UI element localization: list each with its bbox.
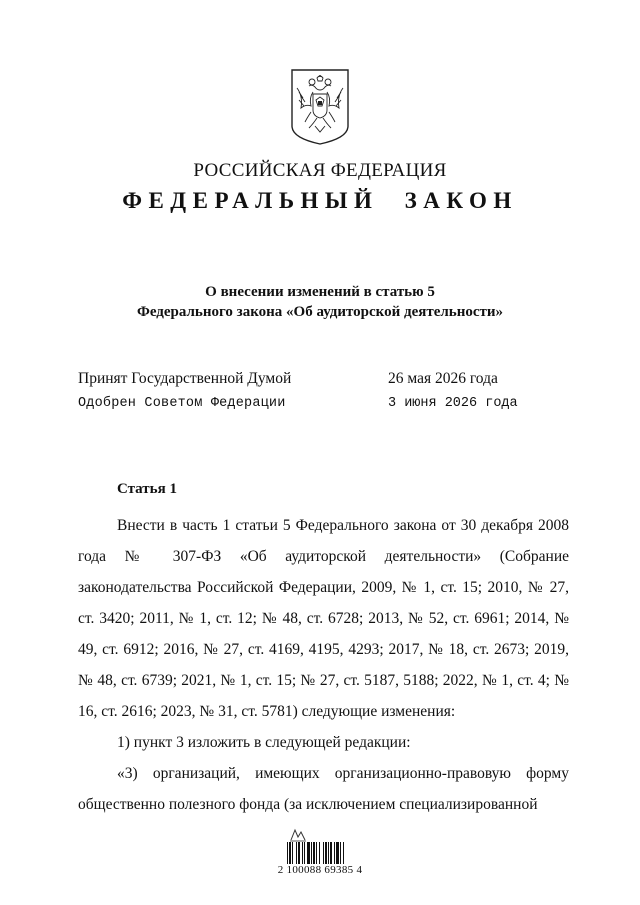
article-paragraph: Внести в часть 1 статьи 5 Федерального закона от 30 декабря 2008 года № 307-ФЗ «Об аудиторской деятельности» (Собрание законодательства Российской Федерации, 2009, № 1, ст. 15; 2010, № 27, ст. 3420; 2011, № 1, ст. 12; № 48, ст. 6728; 2013, № 52, ст. 6961; 2014, № 49, ст. 6912; 2016, № 27, ст. 4169, 4195, 4293; 2017, № 18, ст. 2673; 2019, № 48, ст. 6739; 2021, № 1, ст. 15; № 27, ст. 5187, 5188; 2022, № 1, ст. 4; № 16, ст. 2616; 2023, № 31, ст. 5781) следующие изменения: [78, 517, 569, 720]
article-body [78, 510, 569, 820]
law-title-line-1: О внесении изменений в статью 5 [205, 284, 435, 300]
country-name: РОССИЙСКАЯ ФЕДЕРАЦИЯ [193, 160, 447, 181]
law-title-line-2: Федерального закона «Об аудиторской деятельности» [136, 304, 504, 320]
document-type: ФЕДЕРАЛЬНЫЙ ЗАКОН [122, 188, 518, 213]
council-approval-date: 3 июня 2026 года [388, 396, 518, 411]
barcode-number: 2 100088 69385 4 [277, 864, 363, 876]
duma-adoption-date: 26 мая 2026 года [388, 370, 498, 387]
law-title [0, 282, 640, 322]
duma-adoption-label: Принят Государственной Думой [78, 370, 292, 387]
article-paragraph: 1) пункт 3 изложить в следующей редакции: [117, 734, 411, 751]
article-heading: Статья 1 [117, 481, 177, 497]
printing-house-logo-icon [288, 828, 308, 842]
coat-of-arms-icon [289, 68, 351, 146]
article-paragraph: «3) организаций, имеющих организационно-правовую форму общественно полезного фонда (за исключением специализированной [78, 765, 569, 813]
council-approval-label: Одобрен Советом Федерации [78, 396, 286, 411]
barcode-icon [287, 842, 358, 864]
